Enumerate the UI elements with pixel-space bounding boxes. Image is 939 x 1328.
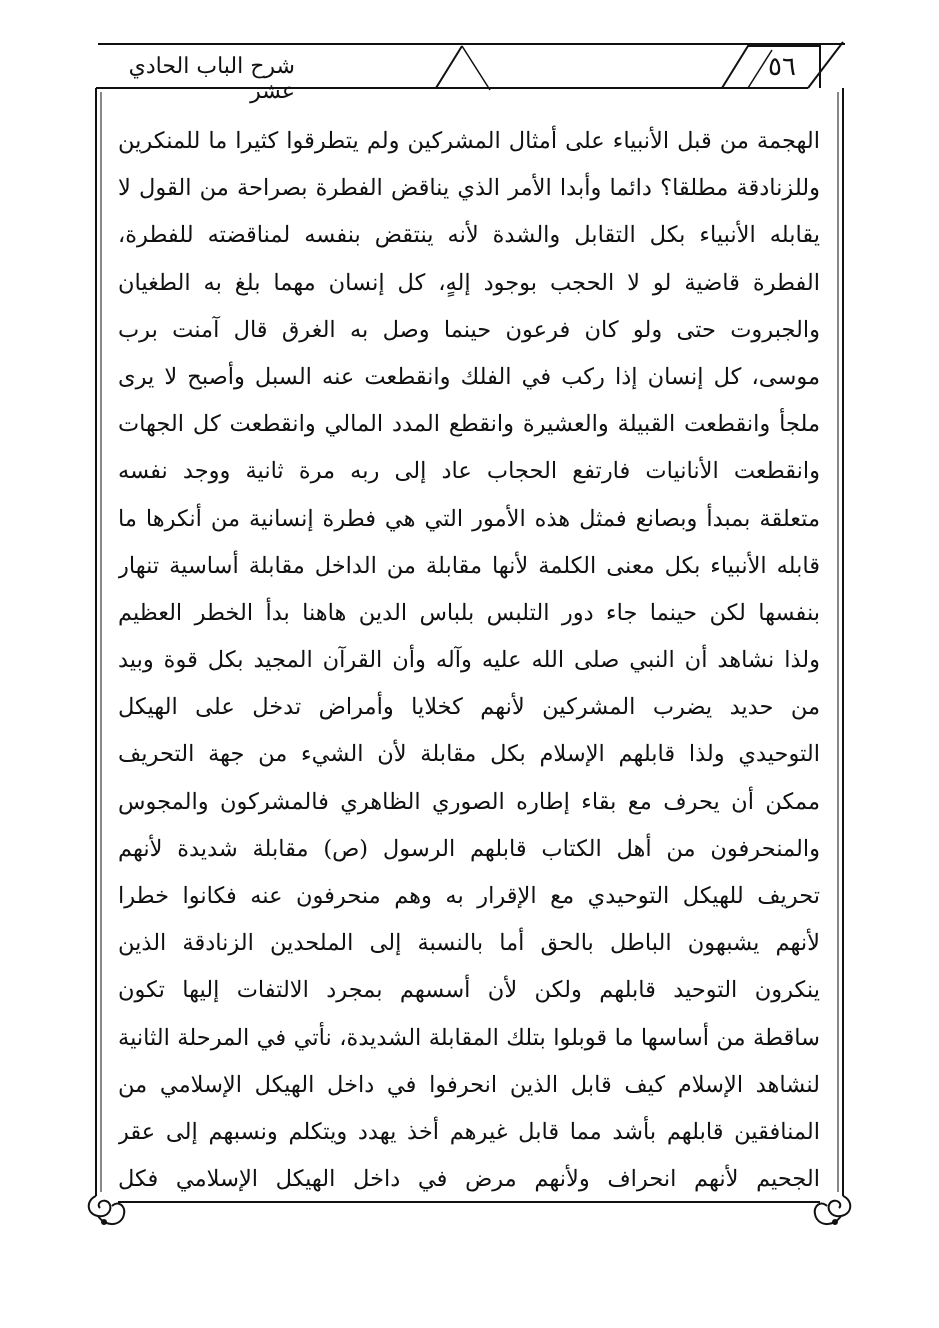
text-line: موسى، كل إنسان إذا ركب في الفلك وانقطعت عنه السبل وأصبح لا يرى xyxy=(118,363,820,390)
text-line: يقابله الأنبياء بكل التقابل والشدة لأنه ينتقض بنفسه لمناقضته للفطرة، xyxy=(118,222,820,249)
running-title: شرح الباب الحادي عشر xyxy=(128,54,295,104)
text-line: بنفسها لكن حينما جاء دور التلبس بلباس الدين هاهنا بدأ الخطر العظيم xyxy=(118,599,820,626)
text-line: ساقطة من أساسها ما قوبلوا بتلك المقابلة الشديدة، نأتي في المرحلة الثانية xyxy=(118,1024,820,1051)
text-line: متعلقة بمبدأ وبصانع فمثل هذه الأمور التي هي فطرة إنسانية من أنكرها ما xyxy=(118,505,820,532)
text-line: وانقطعت الأنانيات فارتفع الحجاب عاد إلى ربه مرة ثانية ووجد نفسه xyxy=(118,458,820,485)
text-line: وللزنادقة مطلقا؟ دائما وأبدا الأمر الذي يناقض الفطرة بصراحة من القول لا xyxy=(118,175,820,202)
text-line: لأنهم يشبهون الباطل بالحق أما بالنسبة إلى الملحدين الزنادقة الذين xyxy=(118,930,820,957)
text-line: ينكرون التوحيد قابلهم ولكن لأن أسسهم بمجرد الالتفات إليها تكون xyxy=(118,977,820,1004)
body-text xyxy=(118,118,820,1203)
text-line: ملجأ وانقطعت القبيلة والعشيرة وانقطع المدد المالي وانقطعت كل الجهات xyxy=(118,411,820,438)
text-line: التوحيدي ولذا قابلهم الإسلام بكل مقابلة لأن الشيء من جهة التحريف xyxy=(118,741,820,768)
page-number: ٥٦ xyxy=(768,52,796,82)
text-line: والمنحرفون من أهل الكتاب قابلهم الرسول (ص) مقابلة شديدة لأنهم xyxy=(118,835,820,862)
floral-ornament-icon xyxy=(815,1196,851,1225)
text-line: الفطرة قاضية لو لا الحجب بوجود إلهٍ، كل إنسان مهما بلغ به الطغيان xyxy=(118,269,820,296)
text-line: والجبروت حتى ولو كان فرعون حينما وصل به الغرق قال آمنت برب xyxy=(118,316,820,343)
text-line: تحريف للهيكل التوحيدي مع الإقرار به وهم منحرفون عنه فكانوا خطرا xyxy=(118,883,820,909)
text-line: لنشاهد الإسلام كيف قابل الذين انحرفوا في داخل الهيكل الإسلامي من xyxy=(118,1071,820,1098)
text-line: المنافقين قابلهم بأشد مما قابل غيرهم أخذ يهدد ويتكلم ونسبهم إلى عقر xyxy=(118,1118,820,1145)
text-line: من حديد يضرب المشركين لأنهم كخلايا وأمراض تدخل على الهيكل xyxy=(118,694,820,721)
text-line: الجحيم لأنهم انحراف ولأنهم مرض في داخل الهيكل الإسلامي فكل xyxy=(118,1166,820,1193)
text-line: ممكن أن يحرف مع بقاء إطاره الصوري الظاهري فالمشركون والمجوس xyxy=(118,788,820,815)
text-line: ولذا نشاهد أن النبي صلى الله عليه وآله وأن القرآن المجيد بكل قوة وبيد xyxy=(118,647,820,674)
text-line: قابله الأنبياء بكل معنى الكلمة لأنها مقابلة من الداخل مقابلة أساسية تنهار xyxy=(118,552,820,579)
text-line: الهجمة من قبل الأنبياء على أمثال المشركين ولم يتطرقوا كثيرا ما للمنكرين xyxy=(118,128,820,154)
